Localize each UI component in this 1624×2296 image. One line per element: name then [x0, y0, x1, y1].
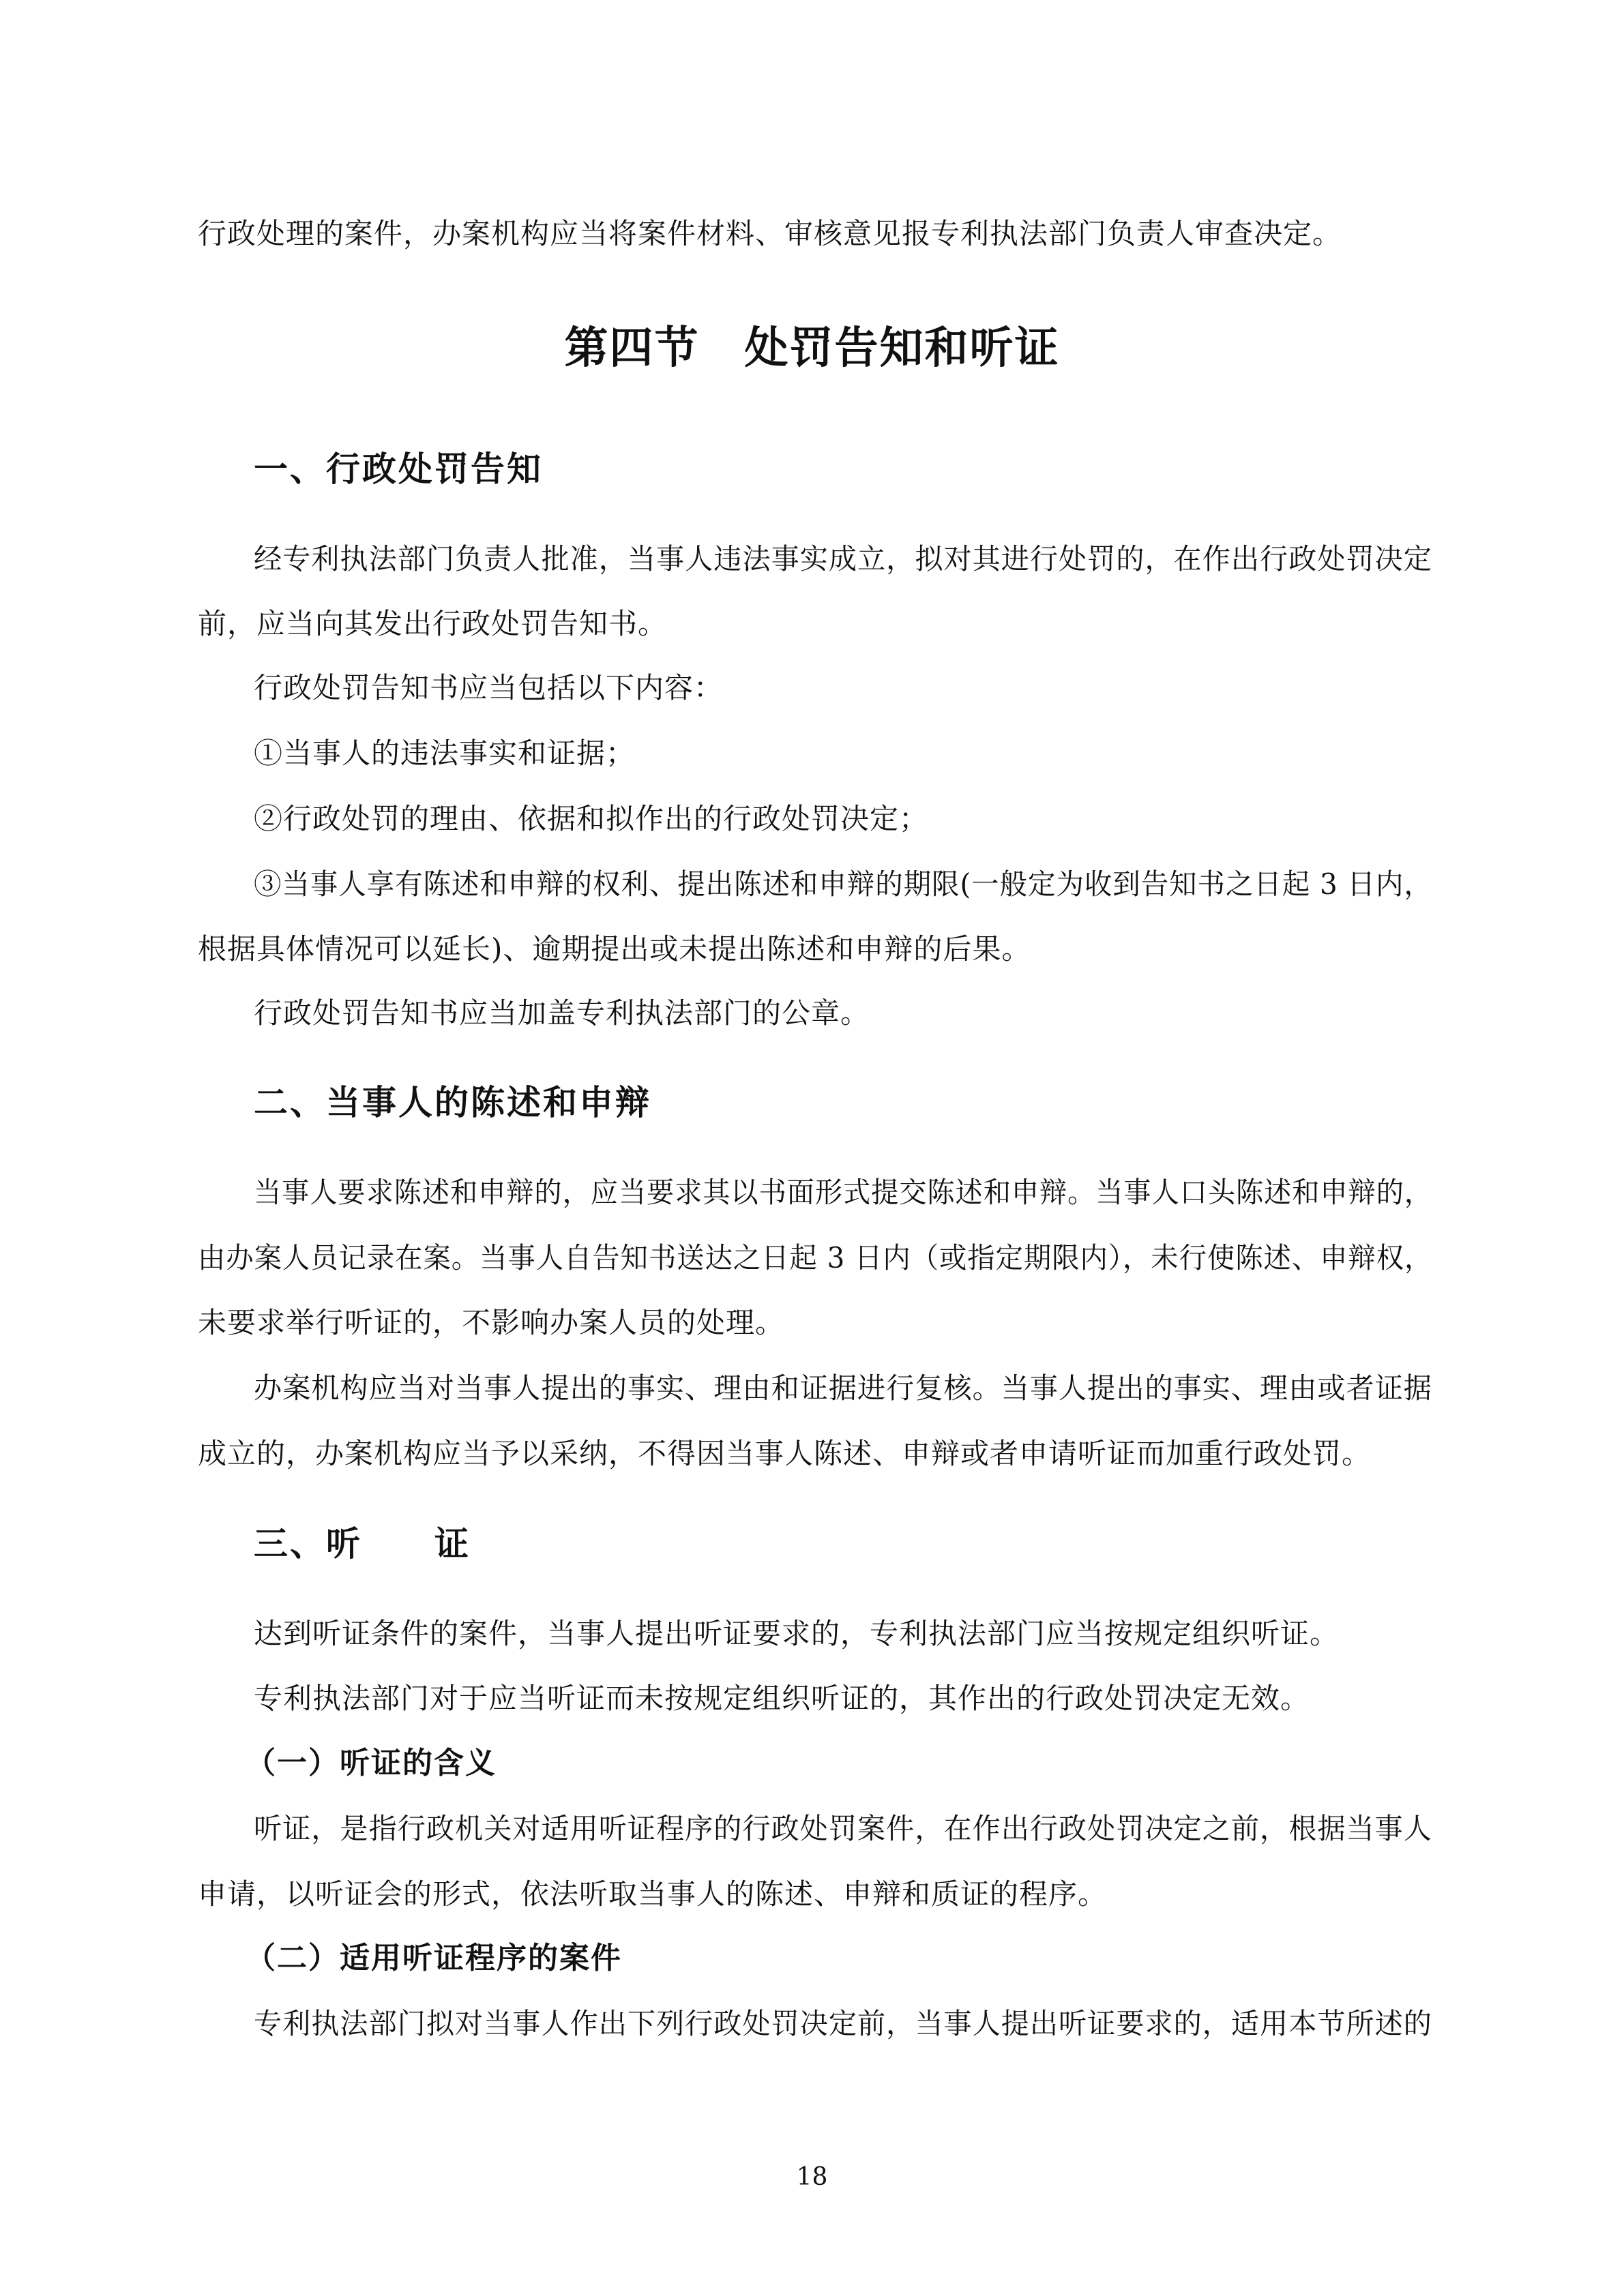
heading-hearing: 三、听 证: [254, 1524, 471, 1564]
carryover-paragraph-line: 行政处理的案件，办案机构应当将案件材料、审核意见报专利执法部门负责人审查决定。: [198, 217, 1342, 250]
paragraph-line: 办案机构应当对当事人提出的事实、理由和证据进行复核。当事人提出的事实、理由或者证据: [254, 1371, 1432, 1405]
paragraph-line: 申请，以听证会的形式，依法听取当事人的陈述、申辩和质证的程序。: [198, 1877, 1108, 1911]
list-item-line: ②行政处罚的理由、依据和拟作出的行政处罚决定；: [254, 802, 929, 835]
subheading-applicable-cases: （二）适用听证程序的案件: [246, 1941, 622, 1976]
paragraph-line: 专利执法部门对于应当听证而未按规定组织听证的，其作出的行政处罚决定无效。: [254, 1682, 1310, 1715]
paragraph-line: 由办案人员记录在案。当事人自告知书送达之日起 3 日内（或指定期限内），未行使陈述、申辩权，: [198, 1241, 1433, 1274]
paragraph-line: 行政处罚告知书应当加盖专利执法部门的公章。: [254, 996, 870, 1030]
paragraph-line: 经专利执法部门负责人批准，当事人违法事实成立，拟对其进行处罚的，在作出行政处罚决定: [254, 542, 1432, 576]
paragraph-line: 当事人要求陈述和申辩的，应当要求其以书面形式提交陈述和申辩。当事人口头陈述和申辩的，: [254, 1176, 1432, 1209]
list-item-line: ①当事人的违法事实和证据；: [254, 736, 636, 770]
subheading-meaning-of-hearing: （一）听证的含义: [246, 1746, 497, 1780]
page-number: 18: [796, 2163, 828, 2191]
heading-statement-and-defense: 二、当事人的陈述和申辩: [254, 1083, 651, 1122]
paragraph-line: 成立的，办案机构应当予以采纳，不得因当事人陈述、申辩或者申请听证而加重行政处罚。: [198, 1437, 1372, 1470]
paragraph-line: 听证，是指行政机关对适用听证程序的行政处罚案件，在作出行政处罚决定之前，根据当事人: [254, 1812, 1432, 1845]
paragraph-line: 未要求举行听证的，不影响办案人员的处理。: [198, 1306, 785, 1339]
heading-administrative-penalty-notice: 一、行政处罚告知: [254, 449, 543, 489]
paragraph-line: 达到听证条件的案件，当事人提出听证要求的，专利执法部门应当按规定组织听证。: [254, 1617, 1340, 1650]
list-item-line: 根据具体情况可以延长)、逾期提出或未提出陈述和申辩的后果。: [198, 932, 1031, 966]
paragraph-line: 行政处罚告知书应当包括以下内容：: [254, 671, 724, 704]
paragraph-line: 专利执法部门拟对当事人作出下列行政处罚决定前，当事人提出听证要求的，适用本节所述的: [254, 2007, 1432, 2040]
paragraph-line: 前，应当向其发出行政处罚告知书。: [198, 607, 668, 640]
section-title: 第四节 处罚告知和听证: [564, 323, 1060, 374]
list-item-line: ③当事人享有陈述和申辩的权利、提出陈述和申辩的期限(一般定为收到告知书之日起 3 日内，: [254, 867, 1432, 901]
